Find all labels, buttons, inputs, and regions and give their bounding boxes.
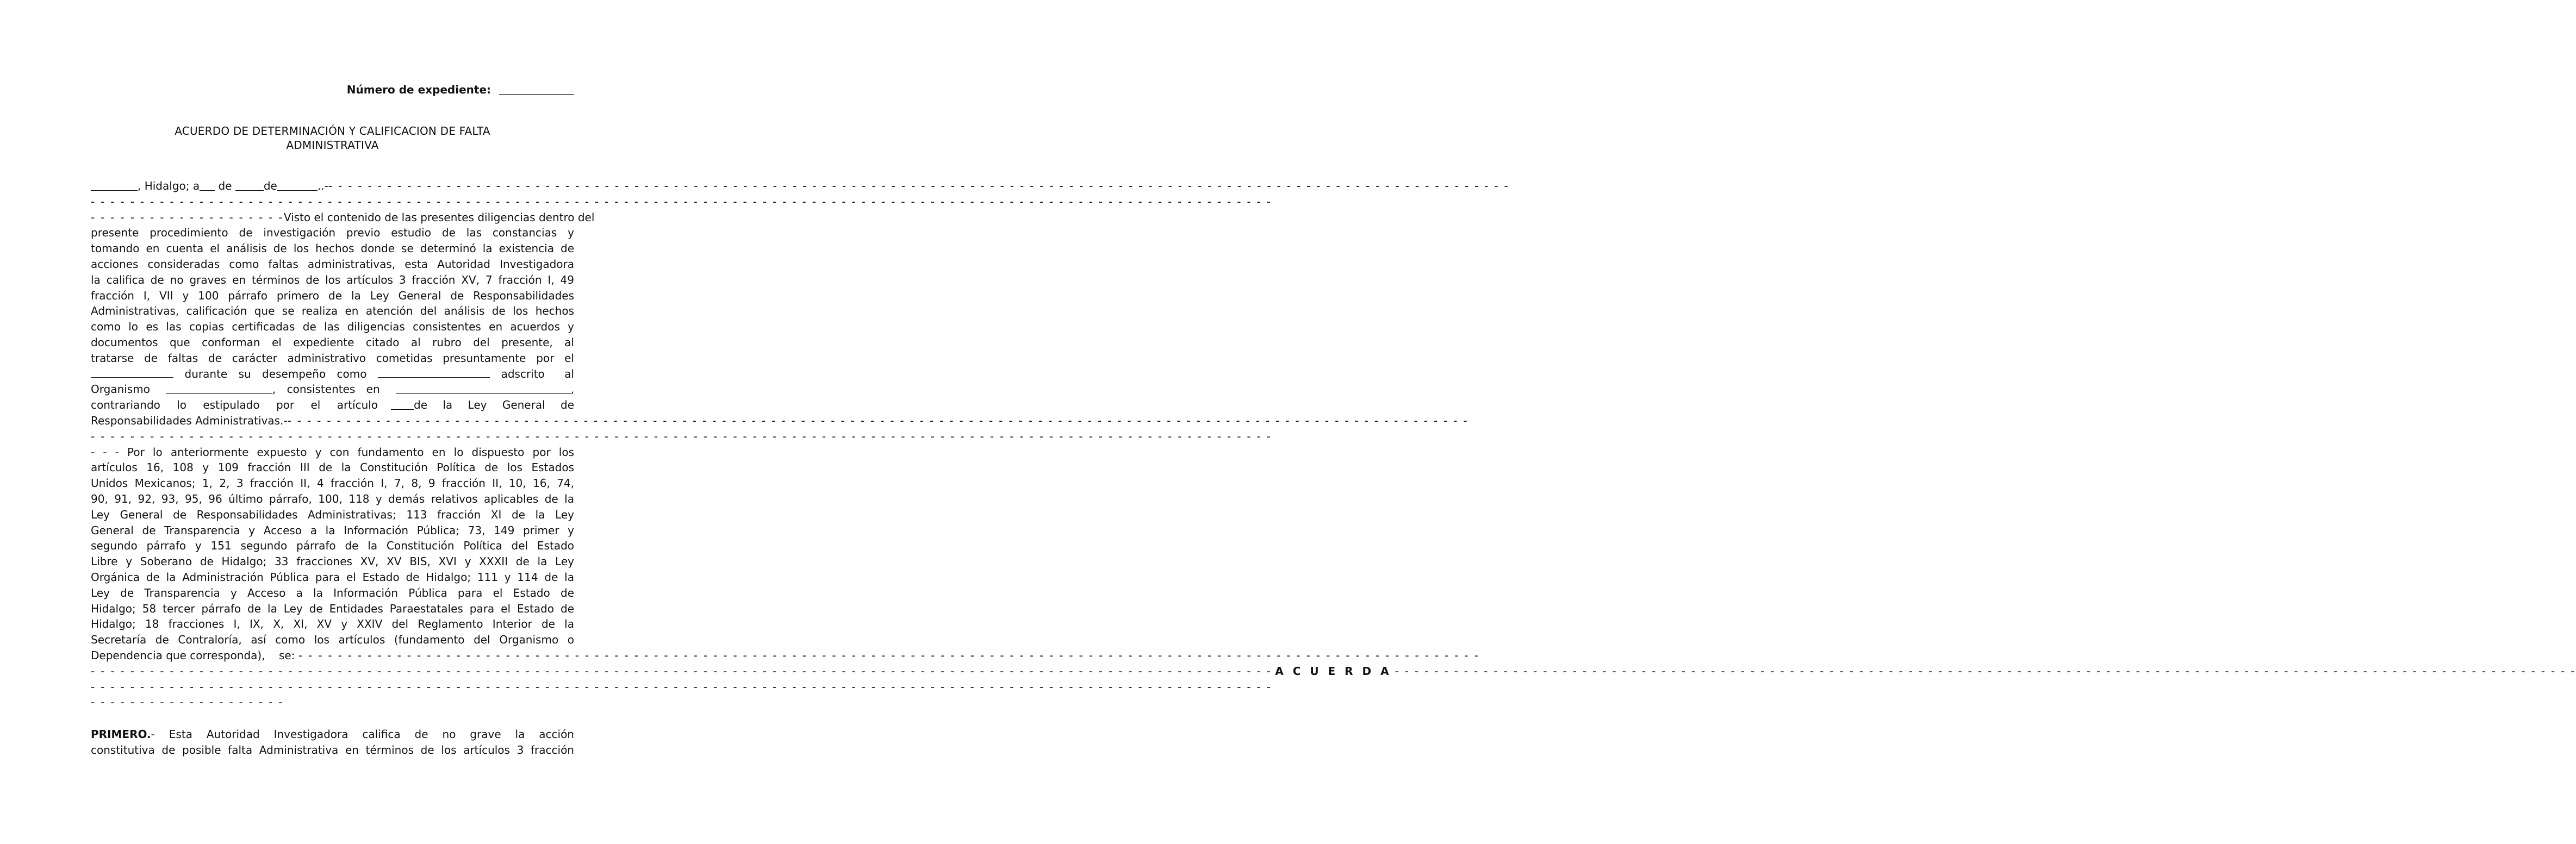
- city-blank: [91, 190, 138, 191]
- day-blank: [200, 190, 215, 191]
- comma-text: ,: [570, 383, 574, 396]
- ley-text: de la Ley General de: [414, 398, 574, 412]
- dash-line: - - - - - - - - - - - - - - - - - - - - - - - - - - - - - - - - - - - - - - - - - - - - - - - - - - - - - - - - - - - - - - - - - - - - - - - - - - - - - - - - - - - - - - - - - - - - - - - - - - - - - - - - - - - - - - - - - - - - - - - -: [91, 195, 1272, 208]
- p2-line: Orgánica de la Administración Pública para el Estado de Hidalgo; 111 y 114 de la: [91, 570, 574, 584]
- dash-line: - - - - - - - - - - - - - - - - - - - - - - - - - - - - - - - - - - - - - - - - - - - - - - - - - - - - - - - - - - - - - - - - - - - - - - - - - - - - - - - - - - - - - - - - - - - - - - - - - - - - - - - - - - - - - - - - - - - - - - - -: [91, 429, 1272, 443]
- intro-line: [91, 178, 1510, 194]
- articulo-blank: [391, 409, 414, 410]
- servidor-blank: [91, 377, 173, 378]
- p1-line: como lo es las copias certificadas de las diligencias consistentes en acuerdos y: [91, 320, 574, 334]
- organismo-line: [91, 382, 574, 397]
- p1-line: fracción I, VII y 100 párrafo primero de la Ley General de Responsabilidades: [91, 289, 574, 302]
- cargo-blank: [378, 377, 490, 378]
- p2-first-line: - - - Por lo anteriormente expuesto y con fundamento en lo dispuesto por los: [91, 445, 574, 459]
- p1-line: tomando en cuenta el análisis de los hechos donde se determinó la existencia de: [91, 242, 574, 255]
- p2-line: General de Transparencia y Acceso a la Información Pública; 73, 149 primer y: [91, 523, 574, 537]
- articulo-line: [91, 397, 574, 413]
- organismo-blank: [166, 393, 272, 394]
- p1-line: Administrativas, calificación que se realiza en atención del análisis de los hechos: [91, 304, 574, 318]
- document-body: [91, 178, 2576, 758]
- primero-label: PRIMERO.: [91, 728, 151, 741]
- dash-line-short: - - - - - - - - - - - - - - - - - - - -: [91, 696, 284, 709]
- document-title: [91, 124, 574, 152]
- p2-line: 90, 91, 92, 93, 95, 96 último párrafo, 100, 118 y demás relativos aplicables de la: [91, 492, 574, 505]
- intro-de-2: de: [263, 179, 277, 192]
- dash-fill: - - - - - - - - - - - - - - - - - - - - - - - - - - - - - - - - - - - - - - - - - - - - - - - - - - - - - - - - - - - - - - - - - - - - - - - - - - - - - - - - - - - - - - - - - - - - - - - - - - - - - - - - - - - - - - - - - - - - - - - -: [328, 179, 1510, 192]
- durante-text: durante su desempeño como: [184, 367, 367, 380]
- dash-fill-right: - - - - - - - - - - - - - - - - - - - - - - - - - - - - - - - - - - - - - - - - - - - - - - - - - - - - - - - - - - - - - - - - - - - - - - - - - - - - - - - - - - - - - - - - - - - - - - - - - - - - - - - - - - - - - - - - - - - - - - - -: [1395, 664, 2576, 678]
- se-line: [91, 648, 1480, 664]
- p2-line: Libre y Soberano de Hidalgo; 33 fracciones XV, XV BIS, XVI y XXXII de la Ley: [91, 555, 574, 568]
- p1-line: tratarse de faltas de carácter administrativo cometidas presuntamente por el: [91, 351, 574, 365]
- acuerda-line: [91, 664, 2576, 679]
- intro-de-1: de: [215, 179, 235, 192]
- expediente-label: Número de expediente:: [346, 83, 491, 96]
- title-line-2: ADMINISTRATIVA: [286, 139, 379, 152]
- servidor-line: [91, 366, 574, 382]
- se-text: Dependencia que corresponda), se:: [91, 648, 298, 662]
- paragraph-gap: [91, 710, 574, 727]
- p1-line: la califica de no graves en términos de los artículos 3 fracción XV, 7 fracción I, 49: [91, 273, 574, 286]
- p1-line: documentos que conforman el expediente citado al rubro del presente, al: [91, 335, 574, 349]
- month-blank: [235, 190, 264, 191]
- p2-line: Hidalgo; 18 fracciones I, IX, X, XI, XV y XXIV del Reglamento Interior de la: [91, 617, 574, 631]
- dash-fill: - - - - - - - - - - - - - - - - - - - - - - - - - - - - - - - - - - - - - - - - - - - - - - - - - - - - - - - - - - - - - - - - - - - - - - - - - - - - - - - - - - - - - - - - - - - - - - - - - - - - - - - - - - - - - - - - - - - - - - - -: [298, 648, 1480, 662]
- p2-line: Secretaría de Contraloría, así como los artículos (fundamento del Organismo o: [91, 633, 574, 647]
- expediente-blank: [499, 93, 574, 95]
- consistentes-text: , consistentes en: [272, 383, 380, 396]
- responsabilidades-text: Responsabilidades Administrativas.-: [91, 414, 288, 427]
- primero-line-2: constitutiva de posible falta Administrativa en términos de los artículos 3 fracción: [91, 743, 574, 757]
- dash-lead: - - - - - - - - - - - - - - - - - - - -: [91, 210, 284, 224]
- acuerda-heading: A C U E R D A: [1275, 664, 1392, 678]
- visto-text: Visto el contenido de las presentes diligencias dentro del: [283, 210, 595, 224]
- expediente-header: [304, 83, 574, 96]
- p2-line: Unidos Mexicanos; 1, 2, 3 fracción II, 4 fracción I, 7, 8, 9 fracción II, 10, 16, 74,: [91, 477, 574, 490]
- visto-line: [91, 210, 595, 226]
- p2-line: segundo párrafo y 151 segundo párrafo de la Constitución Política del Estado: [91, 539, 574, 553]
- responsabilidades-line: [91, 413, 1469, 429]
- p1-line: presente procedimiento de investigación previo estudio de las constancias y: [91, 226, 574, 240]
- p2-line: Ley de Transparencia y Acceso a la Información Pública para el Estado de: [91, 586, 574, 599]
- conductas-blank: [396, 393, 571, 394]
- intro-tail: ..-: [317, 179, 328, 192]
- dash-fill-left: - - - - - - - - - - - - - - - - - - - - - - - - - - - - - - - - - - - - - - - - - - - - - - - - - - - - - - - - - - - - - - - - - - - - - - - - - - - - - - - - - - - - - - - - - - - - - - - - - - - - - - - - - - - - - - - - - - - - - - - -: [91, 664, 1272, 678]
- year-blank: [277, 190, 318, 191]
- p2-line: Hidalgo; 58 tercer párrafo de la Ley de Entidades Paraestatales para el Estado de: [91, 602, 574, 615]
- intro-hidalgo: , Hidalgo; a: [138, 179, 200, 192]
- p2-line: artículos 16, 108 y 109 fracción III de la Constitución Política de los Estados: [91, 461, 574, 474]
- p1-line: acciones consideradas como faltas administrativas, esta Autoridad Investigadora: [91, 257, 574, 271]
- primero-line-1: [91, 727, 574, 742]
- dash-line: - - - - - - - - - - - - - - - - - - - - - - - - - - - - - - - - - - - - - - - - - - - - - - - - - - - - - - - - - - - - - - - - - - - - - - - - - - - - - - - - - - - - - - - - - - - - - - - - - - - - - - - - - - - - - - - - - - - - - - - -: [91, 680, 1272, 693]
- dash-fill: - - - - - - - - - - - - - - - - - - - - - - - - - - - - - - - - - - - - - - - - - - - - - - - - - - - - - - - - - - - - - - - - - - - - - - - - - - - - - - - - - - - - - - - - - - - - - - - - - - - - - - - - - - - - - - - - - - - - - - - -: [287, 414, 1469, 427]
- organismo-text: Organismo: [91, 383, 150, 396]
- primero-text: - Esta Autoridad Investigadora califica de no grave la acción: [151, 728, 574, 741]
- p2-line: Ley General de Responsabilidades Administrativas; 113 fracción XI de la Ley: [91, 508, 574, 521]
- title-line-1: ACUERDO DE DETERMINACIÓN Y CALIFICACION DE FALTA: [175, 124, 490, 137]
- contrariando-text: contrariando lo estipulado por el artículo: [91, 398, 378, 412]
- adscrito-text: adscrito al: [501, 367, 574, 380]
